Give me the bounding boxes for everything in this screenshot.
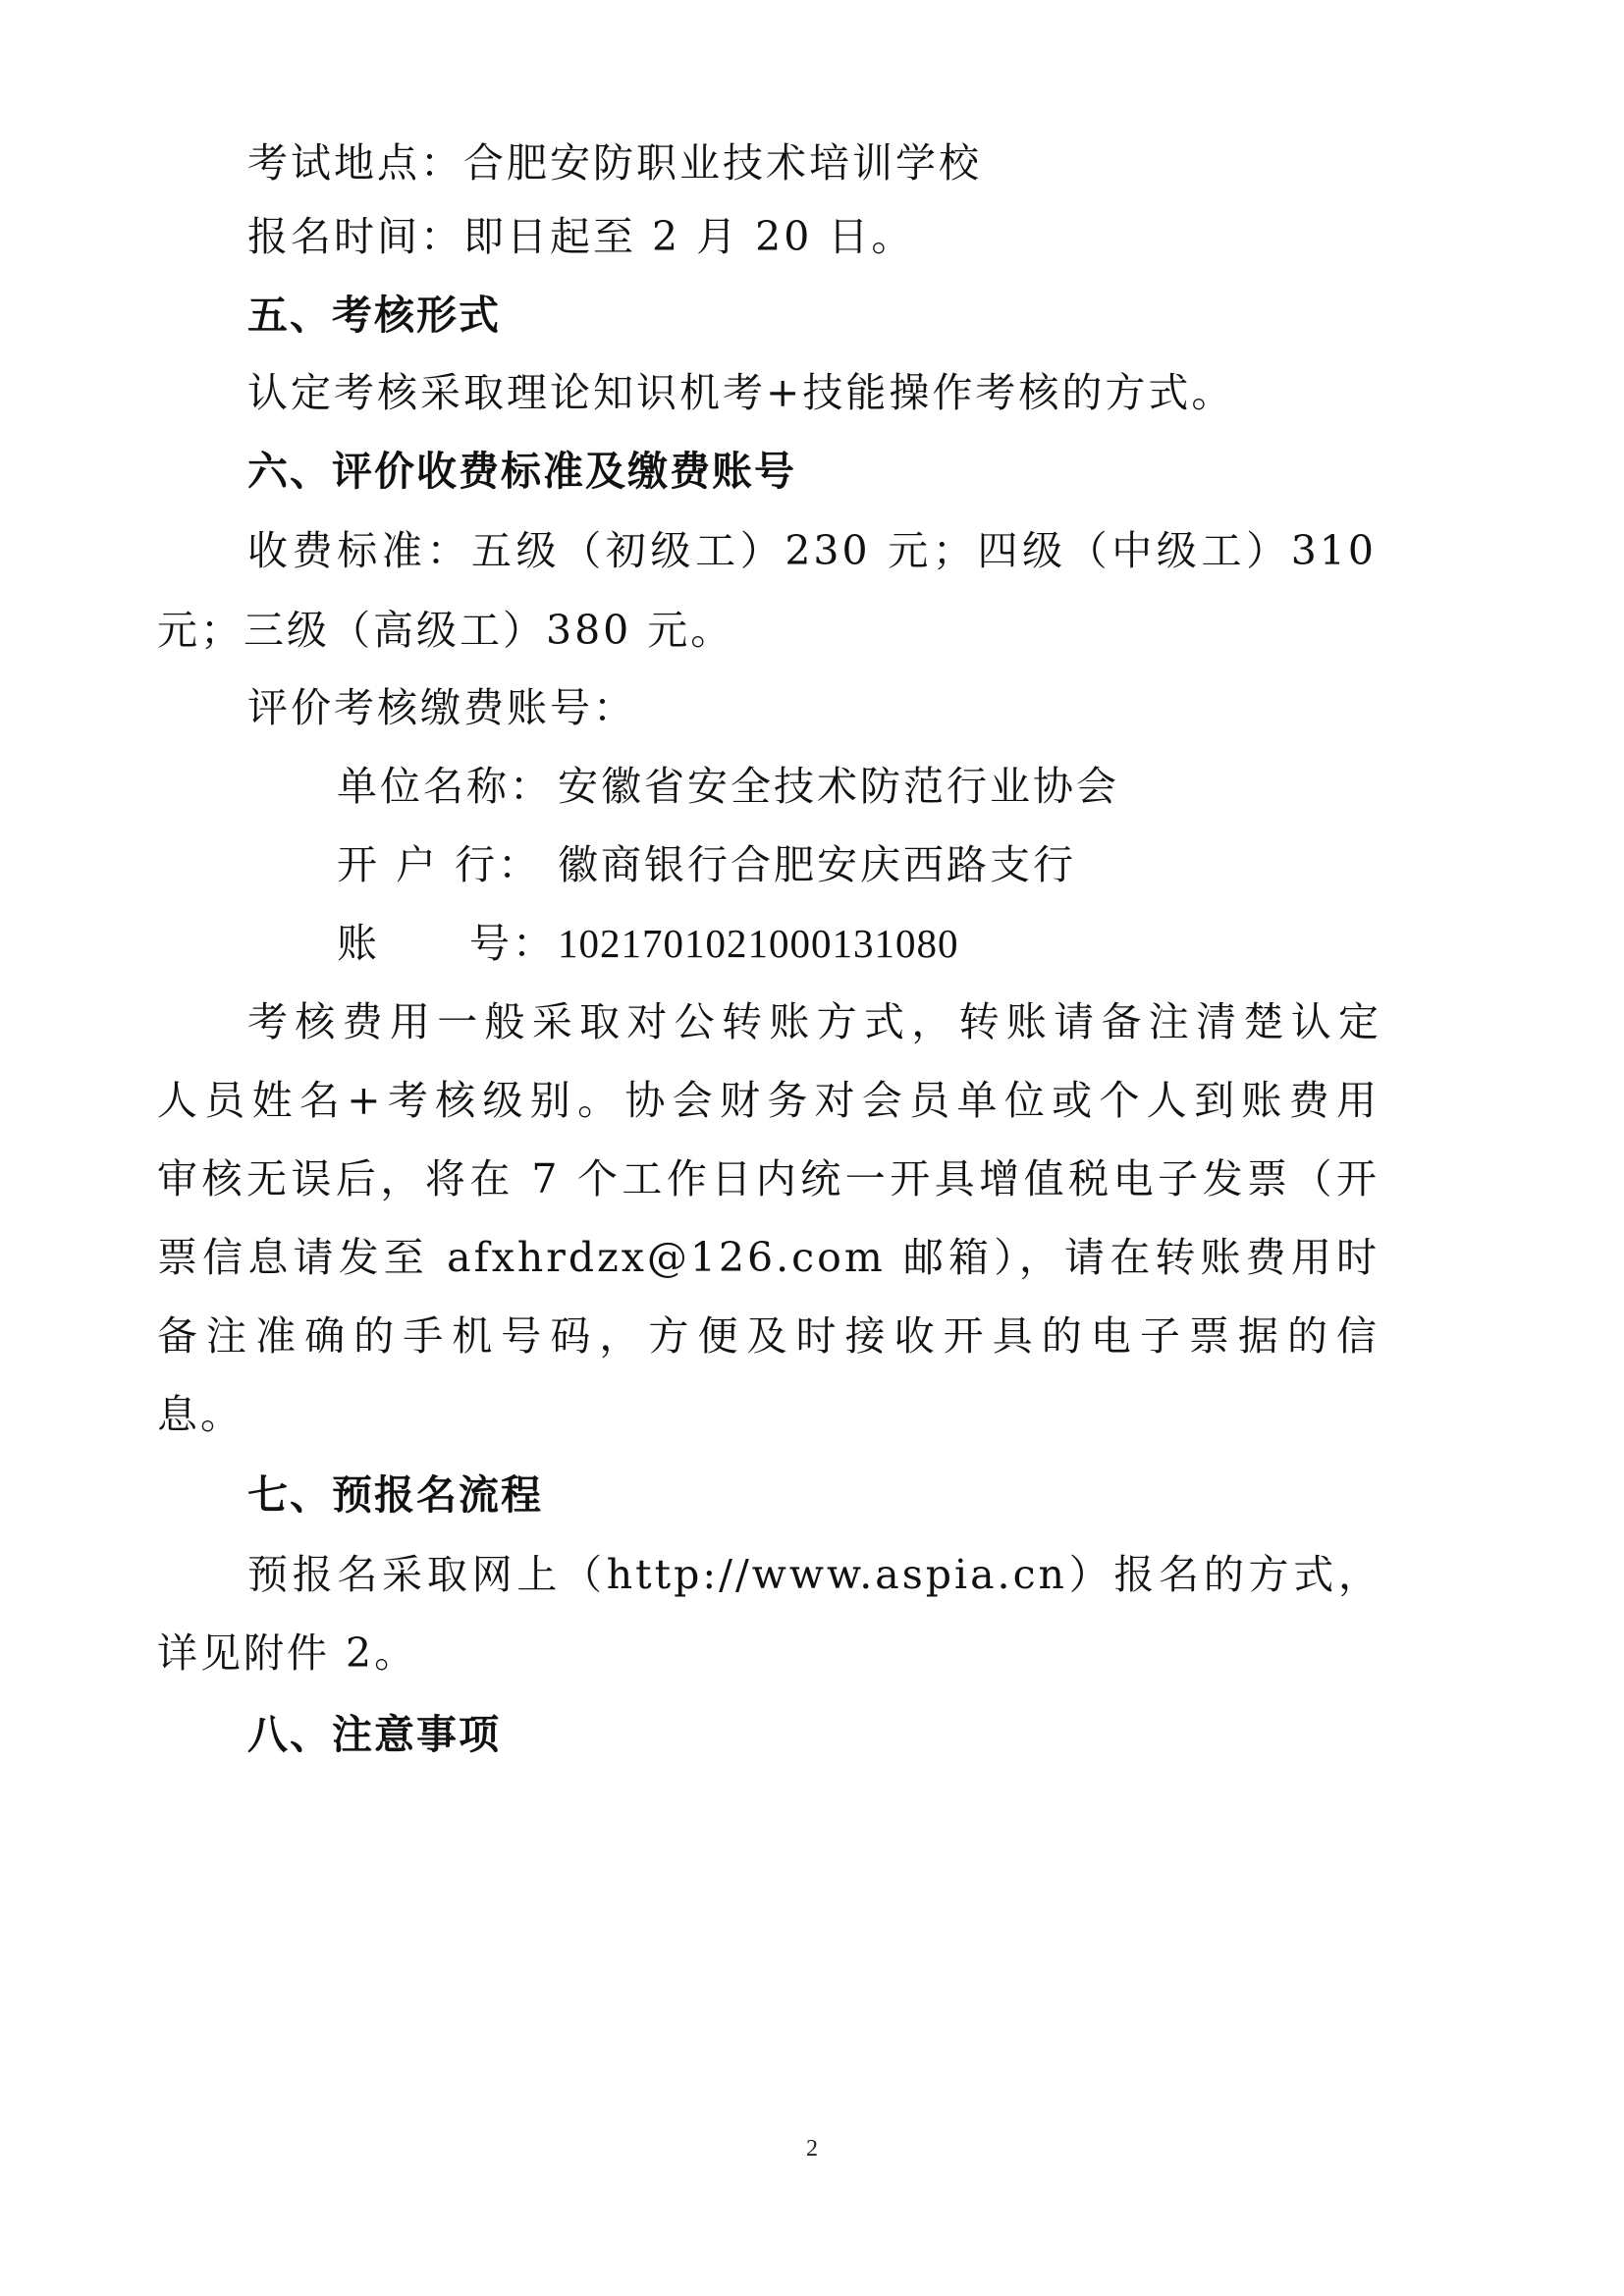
prereg-line-2: 详见附件 2。: [157, 1629, 418, 1677]
account-number-label-a: 账: [337, 920, 380, 967]
section-5-heading: 五、考核形式: [247, 292, 501, 339]
section-8-heading: 八、注意事项: [247, 1711, 501, 1758]
prereg-line-1: 预报名采取网上（http://www.aspia.cn）报名的方式，: [247, 1551, 1381, 1598]
payment-paragraph-line-5: 备注准确的手机号码，方便及时接收开具的电子票据的信: [157, 1312, 1380, 1360]
account-unit-value: 安徽省安全技术防范行业协会: [558, 763, 1119, 810]
payment-paragraph-line-6: 息。: [157, 1391, 244, 1438]
payment-paragraph-line-2: 人员姓名+考核级别。协会财务对会员单位或个人到账费用: [157, 1077, 1380, 1124]
section-7-heading: 七、预报名流程: [247, 1471, 543, 1519]
account-intro: 评价考核缴费账号：: [247, 684, 636, 731]
payment-paragraph-line-4: 票信息请发至 afxhrdzx@126.com 邮箱），请在转账费用时: [157, 1234, 1380, 1281]
account-bank-value: 徽商银行合肥安庆西路支行: [558, 841, 1076, 888]
payment-paragraph-line-3: 审核无误后，将在 7 个工作日内统一开具增值税电子发票（开: [157, 1155, 1380, 1202]
payment-paragraph-line-1: 考核费用一般采取对公转账方式，转账请备注清楚认定: [247, 998, 1381, 1045]
registration-time: 报名时间：即日起至 2 月 20 日。: [247, 213, 915, 260]
page-number: 2: [806, 2136, 818, 2162]
account-bank-label: 开 户 行：: [337, 841, 542, 888]
section-6-heading: 六、评价收费标准及缴费账号: [247, 448, 796, 495]
exam-location: 考试地点：合肥安防职业技术培训学校: [247, 139, 982, 187]
account-number-value: 1021701021000131080: [558, 921, 959, 966]
fee-standard-line-1: 收费标准：五级（初级工）230 元；四级（中级工）310: [247, 527, 1377, 574]
account-number-label-b: 号：: [469, 920, 556, 967]
fee-standard-line-2: 元；三级（高级工）380 元。: [157, 607, 734, 654]
account-unit-label: 单位名称：: [337, 763, 553, 810]
section-5-text: 认定考核采取理论知识机考+技能操作考核的方式。: [247, 369, 1235, 416]
